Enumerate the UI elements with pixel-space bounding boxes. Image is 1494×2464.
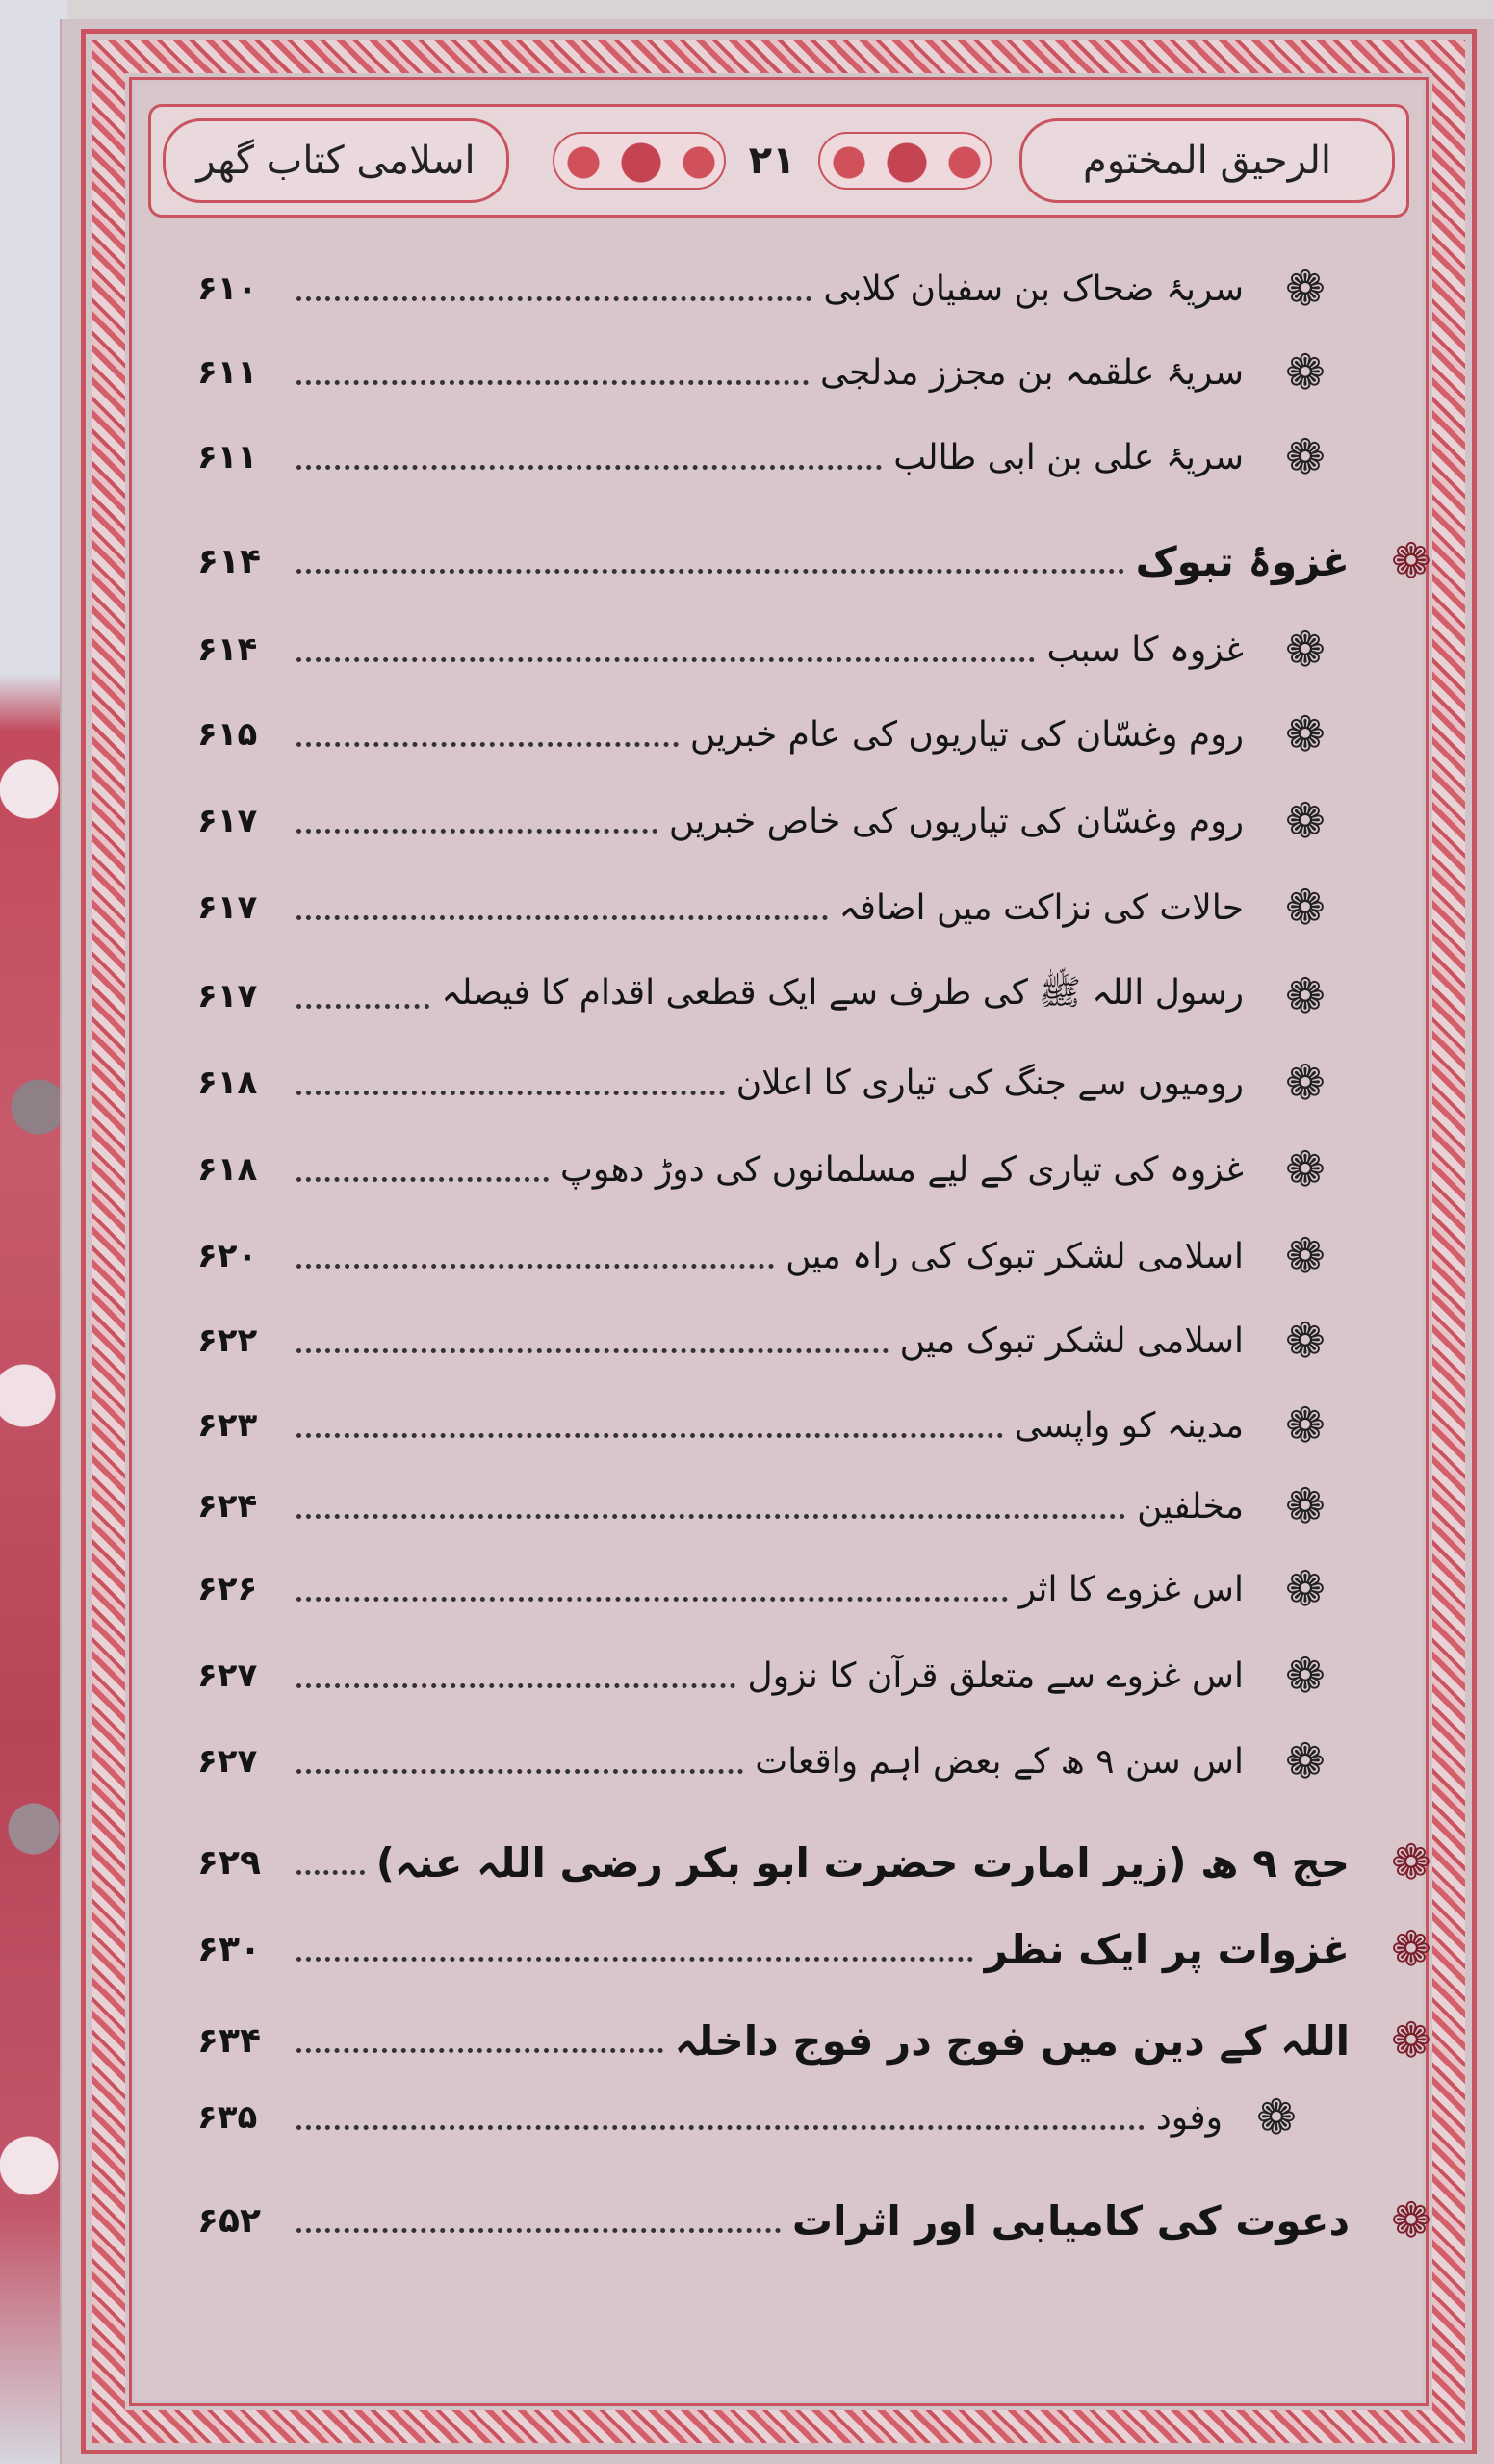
toc-page-number: ۶۲۴ xyxy=(197,1487,258,1526)
ornament-icon xyxy=(818,132,992,190)
toc-entry xyxy=(197,962,1330,1030)
toc-entry xyxy=(197,2007,1436,2074)
flower-bullet-icon: ❁ xyxy=(1285,1478,1326,1534)
toc-entry-title: روم وغسّان کی تیاریوں کی خاص خبریں xyxy=(668,801,1244,841)
dot-leader xyxy=(296,1769,743,1774)
dot-leader xyxy=(296,2048,663,2053)
dot-leader xyxy=(296,1870,365,1875)
toc-entry-title: دعوت کی کامیابی اور اثرات xyxy=(791,2196,1350,2245)
flower-bullet-icon: ❁ xyxy=(1285,1398,1326,1453)
toc-entry-title: رسول اللہ ﷺ کی طرف سے ایک قطعی اقدام کا فیصلہ xyxy=(441,973,1244,1013)
toc-page-number: ۶۱۰ xyxy=(197,270,258,308)
toc-entry xyxy=(197,1829,1436,1896)
toc-entry xyxy=(197,1642,1330,1709)
toc-entry xyxy=(197,787,1330,855)
flower-bullet-icon: ❁ xyxy=(1285,622,1326,678)
toc-entry-title: مخلفین xyxy=(1137,1486,1244,1527)
toc-entry-title: سریۂ علی بن ابی طالب xyxy=(893,437,1244,477)
toc-page-number: ۶۲۹ xyxy=(197,1842,261,1883)
flower-bullet-icon: ❁ xyxy=(1285,1228,1326,1284)
flower-bullet-icon: ❁ xyxy=(1391,1921,1431,1977)
toc-entry xyxy=(197,1555,1330,1623)
facing-page-edge xyxy=(0,0,67,2464)
toc-entry xyxy=(197,1392,1330,1459)
toc-entry-title: حج ۹ ھ (زیر امارت حضرت ابو بکر رضی اللہ عنہ) xyxy=(375,1838,1350,1886)
toc-page-number: ۶۱۸ xyxy=(197,1064,258,1102)
dot-leader xyxy=(296,1348,889,1353)
dot-leader xyxy=(296,569,1124,574)
toc-page-number: ۶۱۱ xyxy=(197,438,258,476)
dot-leader xyxy=(296,1091,725,1095)
toc-page-number: ۶۱۵ xyxy=(197,715,258,754)
flower-bullet-icon: ❁ xyxy=(1285,261,1326,317)
toc-page-number: ۶۲۶ xyxy=(197,1570,258,1608)
flower-bullet-icon: ❁ xyxy=(1391,1835,1431,1890)
toc-entry xyxy=(197,339,1330,406)
flower-bullet-icon: ❁ xyxy=(1285,1142,1326,1197)
toc-page-number: ۶۱۸ xyxy=(197,1150,258,1189)
toc-entry xyxy=(197,616,1330,683)
header-ornament xyxy=(527,120,1017,201)
dot-leader xyxy=(296,1264,774,1269)
dot-leader xyxy=(296,296,811,301)
toc-entry xyxy=(197,1473,1330,1540)
toc-entry-title: غزوہ کا سبب xyxy=(1046,629,1244,670)
flower-bullet-icon: ❁ xyxy=(1285,429,1326,485)
toc-entry-title: سریۂ ضحاک بن سفیان کلابی xyxy=(823,269,1244,309)
toc-entry xyxy=(197,1049,1330,1116)
toc-entry-title: غزوات پر ایک نظر xyxy=(984,1925,1350,1973)
dot-leader xyxy=(296,1683,735,1688)
toc-entry-title: غزوہ کی تیاری کے لیے مسلمانوں کی دوڑ دھوپ xyxy=(559,1149,1244,1190)
dot-leader xyxy=(296,1957,973,1962)
flower-bullet-icon: ❁ xyxy=(1391,2193,1431,2248)
toc-entry-title: اسلامی لشکر تبوک میں xyxy=(899,1321,1244,1361)
toc-page-number: ۶۱۷ xyxy=(197,802,258,840)
flower-bullet-icon: ❁ xyxy=(1391,533,1431,589)
running-header xyxy=(148,104,1409,218)
flower-bullet-icon: ❁ xyxy=(1285,1055,1326,1111)
toc-page-number: ۶۳۵ xyxy=(197,2098,258,2137)
toc-entry xyxy=(197,2084,1301,2151)
toc-page-number: ۶۱۷ xyxy=(197,888,258,927)
flower-bullet-icon: ❁ xyxy=(1285,880,1326,936)
toc-entry xyxy=(197,527,1436,595)
toc-entry-title: سریۂ علقمہ بن مجزز مدلجی xyxy=(819,352,1244,393)
flower-bullet-icon: ❁ xyxy=(1285,1648,1326,1704)
dot-leader xyxy=(296,1597,1008,1602)
toc-entry xyxy=(197,1915,1436,1983)
toc-page-number: ۶۲۳ xyxy=(197,1406,258,1445)
toc-entry xyxy=(197,424,1330,491)
dot-leader xyxy=(296,1433,1003,1438)
ornament-icon xyxy=(553,132,726,190)
toc-page-number: ۶۱۴ xyxy=(197,630,258,669)
toc-entry xyxy=(197,874,1330,941)
toc-entry-title: وفود xyxy=(1155,2097,1223,2138)
toc-entry xyxy=(197,2187,1436,2254)
toc-page-number: ۶۵۲ xyxy=(197,2200,261,2241)
toc-entry xyxy=(197,701,1330,768)
toc-page-number: ۶۲۷ xyxy=(197,1742,258,1781)
page-number: ۲۱ xyxy=(748,139,796,183)
dot-leader xyxy=(296,829,657,834)
toc-entry xyxy=(197,1136,1330,1203)
flower-bullet-icon: ❁ xyxy=(1285,968,1326,1024)
dot-leader xyxy=(296,465,882,470)
toc-entry-title: اللہ کے دین میں فوج در فوج داخلہ xyxy=(674,2016,1350,2065)
toc-entry-title: روم وغسّان کی تیاریوں کی عام خبریں xyxy=(689,714,1244,755)
flower-bullet-icon: ❁ xyxy=(1391,2013,1431,2068)
toc-entry-title: اس غزوے کا اثر xyxy=(1018,1569,1244,1609)
toc-entry-title: اسلامی لشکر تبوک کی راہ میں xyxy=(786,1236,1244,1276)
toc-page-number: ۶۱۴ xyxy=(197,541,261,581)
toc-page-number: ۶۲۷ xyxy=(197,1656,258,1695)
flower-bullet-icon: ❁ xyxy=(1256,2090,1297,2145)
toc-entry xyxy=(197,1728,1330,1795)
dot-leader xyxy=(296,742,679,747)
dot-leader xyxy=(296,380,809,385)
flower-bullet-icon: ❁ xyxy=(1285,345,1326,400)
toc-page-number: ۶۲۰ xyxy=(197,1237,258,1275)
toc-entry-title: غزوۂ تبوک xyxy=(1135,537,1350,585)
dot-leader xyxy=(296,2228,781,2233)
toc-entry-title: حالات کی نزاکت میں اضافہ xyxy=(838,887,1244,928)
dot-leader xyxy=(296,1004,429,1009)
dot-leader xyxy=(296,1177,549,1182)
flower-bullet-icon: ❁ xyxy=(1285,793,1326,849)
toc-page-number: ۶۱۱ xyxy=(197,353,258,392)
dot-leader xyxy=(296,2125,1145,2130)
toc-entry-title: اس غزوے سے متعلق قرآن کا نزول xyxy=(747,1656,1244,1696)
dot-leader xyxy=(296,1514,1125,1519)
toc-entry xyxy=(197,255,1330,322)
toc-entry-title: رومیوں سے جنگ کی تیاری کا اعلان xyxy=(735,1063,1244,1103)
toc-entry-title: اس سن ۹ ھ کے بعض اہم واقعات xyxy=(755,1741,1244,1782)
toc-entry xyxy=(197,1222,1330,1290)
toc-page-number: ۶۱۷ xyxy=(197,977,258,1015)
flower-bullet-icon: ❁ xyxy=(1285,1733,1326,1789)
toc-page-number: ۶۳۴ xyxy=(197,2020,261,2061)
dot-leader xyxy=(296,657,1035,662)
flower-bullet-icon: ❁ xyxy=(1285,1561,1326,1617)
toc-page-number: ۶۲۲ xyxy=(197,1322,258,1360)
toc-entry xyxy=(197,1307,1330,1374)
book-title: الرحیق المختوم xyxy=(1019,118,1395,203)
flower-bullet-icon: ❁ xyxy=(1285,1313,1326,1369)
dot-leader xyxy=(296,915,828,920)
toc-page-number: ۶۳۰ xyxy=(197,1929,261,1969)
toc-entry-title: مدینہ کو واپسی xyxy=(1014,1405,1244,1446)
publisher-label: اسلامی کتاب گھر xyxy=(163,118,509,203)
flower-bullet-icon: ❁ xyxy=(1285,706,1326,762)
